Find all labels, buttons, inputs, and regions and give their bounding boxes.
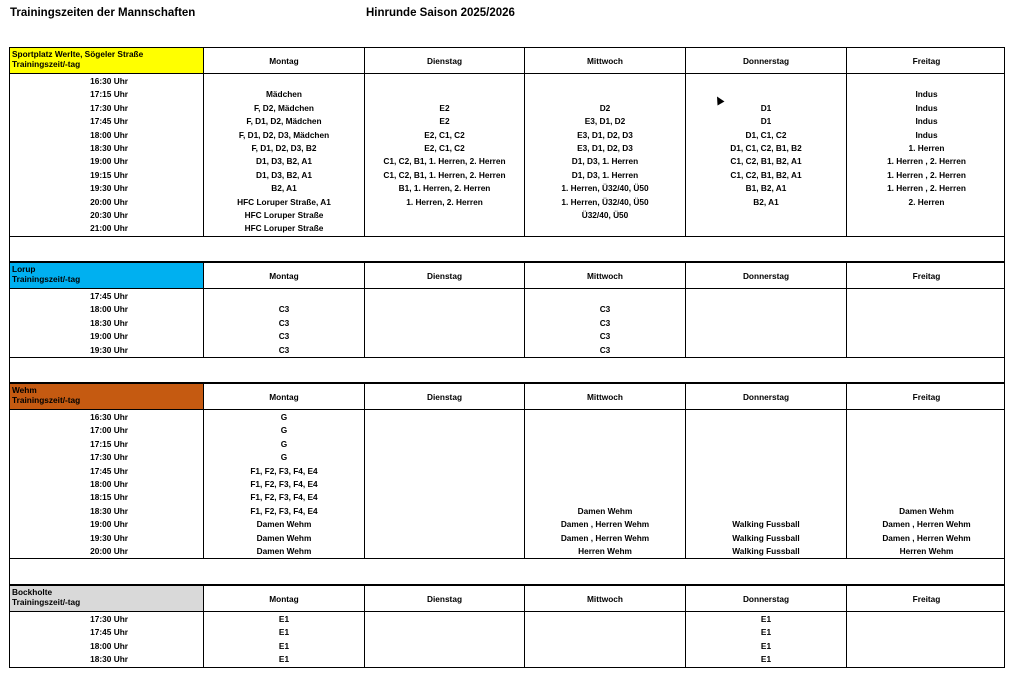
team-cell <box>525 653 685 666</box>
time-cell: 19:30 Uhr <box>90 183 128 194</box>
team-cell: Damen , Herren Wehm <box>560 532 650 543</box>
day-header-montag: Montag <box>204 263 365 288</box>
training-time-label: Trainingszeit/-tag <box>12 597 81 607</box>
team-cell: D1, C1, C2, B1, B2 <box>730 142 802 153</box>
team-cell <box>365 317 524 330</box>
section-header-row <box>9 383 1005 410</box>
team-cell <box>847 411 1006 424</box>
day-column-donnerstag <box>686 612 847 667</box>
day-header-donnerstag: Donnerstag <box>686 384 847 409</box>
team-cell: C3 <box>599 317 611 328</box>
team-cell: Damen , Herren Wehm <box>882 532 971 543</box>
team-cell: Herren Wehm <box>899 545 954 556</box>
time-cell: 19:30 Uhr <box>90 532 128 543</box>
team-cell: C1, C2, B1, B2, A1 <box>730 156 802 167</box>
team-cell: G <box>280 425 288 436</box>
team-cell <box>847 222 1006 235</box>
team-cell <box>525 626 685 639</box>
team-cell: 2. Herren <box>908 196 945 207</box>
venue-section <box>9 47 1005 237</box>
team-cell: E2 <box>439 102 450 113</box>
team-cell <box>365 424 524 437</box>
team-cell <box>525 613 685 626</box>
team-cell <box>204 75 364 88</box>
time-cell: 18:30 Uhr <box>90 317 128 328</box>
team-cell <box>847 290 1006 303</box>
team-cell: D1, D3, B2, A1 <box>256 169 312 180</box>
time-cell: 19:00 Uhr <box>90 156 128 167</box>
time-cell: 17:45 Uhr <box>90 627 128 638</box>
team-cell: F, D1, D2, Mädchen <box>246 116 322 127</box>
team-cell <box>525 424 685 437</box>
team-cell <box>686 222 846 235</box>
team-cell: C3 <box>599 304 611 315</box>
section-spacer <box>9 236 1005 262</box>
venue-name: Lorup <box>12 264 36 274</box>
team-cell: F1, F2, F3, F4, E4 <box>250 465 318 476</box>
day-header-freitag: Freitag <box>912 593 941 604</box>
team-cell: Walking Fussball <box>732 545 800 556</box>
training-time-label: Trainingszeit/-tag <box>12 274 81 284</box>
team-cell <box>847 451 1006 464</box>
team-cell <box>525 290 685 303</box>
team-cell <box>847 653 1006 666</box>
team-cell <box>686 505 846 518</box>
team-cell <box>686 75 846 88</box>
venue-section <box>9 585 1005 668</box>
venue-section <box>9 383 1005 559</box>
team-cell <box>686 303 846 316</box>
team-cell: HFC Loruper Straße <box>244 209 324 220</box>
team-cell: Damen , Herren Wehm <box>882 519 971 530</box>
team-cell <box>365 653 524 666</box>
venue-name: Sportplatz Werlte, Sögeler Straße <box>12 49 144 59</box>
team-cell: F, D2, Mädchen <box>254 102 314 113</box>
team-cell: B1, B2, A1 <box>745 183 787 194</box>
team-cell <box>686 424 846 437</box>
section-body <box>9 612 1005 668</box>
team-cell <box>686 317 846 330</box>
team-cell <box>365 545 524 558</box>
team-cell: Damen Wehm <box>577 505 633 516</box>
day-header-freitag: Freitag <box>912 270 941 281</box>
time-cell: 20:00 Uhr <box>90 196 128 207</box>
team-cell: D1, C1, C2 <box>745 129 787 140</box>
time-cell: 18:00 Uhr <box>90 478 128 489</box>
team-cell <box>686 88 846 101</box>
team-cell <box>525 491 685 504</box>
team-cell <box>365 518 524 531</box>
team-cell <box>365 209 524 222</box>
venue-label <box>10 48 204 73</box>
team-cell <box>525 640 685 653</box>
team-cell <box>847 640 1006 653</box>
team-cell <box>847 424 1006 437</box>
team-cell <box>365 411 524 424</box>
time-column <box>10 410 204 558</box>
team-cell <box>686 290 846 303</box>
team-cell: D1 <box>760 116 772 127</box>
team-cell <box>686 465 846 478</box>
team-cell <box>686 451 846 464</box>
team-cell <box>847 317 1006 330</box>
time-cell: 21:00 Uhr <box>90 223 128 234</box>
team-cell: Herren Wehm <box>578 545 632 556</box>
day-header-donnerstag: Donnerstag <box>686 48 847 73</box>
day-column-dienstag <box>365 289 525 357</box>
day-column-dienstag <box>365 612 525 667</box>
team-cell <box>686 478 846 491</box>
day-column-dienstag <box>365 74 525 236</box>
team-cell: Walking Fussball <box>732 532 800 543</box>
team-cell <box>847 478 1006 491</box>
team-cell: Ü32/40, Ü50 <box>581 209 629 220</box>
team-cell <box>365 465 524 478</box>
training-time-label: Trainingszeit/-tag <box>12 395 81 405</box>
team-cell <box>365 344 524 357</box>
team-cell: Indus <box>915 129 938 140</box>
day-column-freitag <box>847 74 1006 236</box>
time-cell: 17:30 Uhr <box>90 614 128 624</box>
team-cell: E1 <box>760 627 772 638</box>
time-cell: 17:45 Uhr <box>90 465 128 476</box>
time-cell: 19:00 Uhr <box>90 331 128 342</box>
team-cell <box>365 88 524 101</box>
team-cell: Damen Wehm <box>256 519 312 530</box>
day-column-donnerstag <box>686 74 847 236</box>
team-cell: F, D1, D2, D3, Mädchen <box>238 129 330 140</box>
team-cell: Damen Wehm <box>256 532 312 543</box>
team-cell: B2, A1 <box>753 196 779 207</box>
section-body <box>9 289 1005 358</box>
time-cell: 17:15 Uhr <box>90 438 128 449</box>
time-cell: 19:00 Uhr <box>90 519 128 530</box>
team-cell <box>686 209 846 222</box>
section-body <box>9 410 1005 559</box>
venue-label <box>10 384 204 409</box>
section-header-row <box>9 262 1005 289</box>
day-column-mittwoch <box>525 289 686 357</box>
team-cell <box>204 290 364 303</box>
day-header-mittwoch: Mittwoch <box>525 384 686 409</box>
day-column-montag <box>204 74 365 236</box>
team-cell <box>365 626 524 639</box>
team-cell <box>525 438 685 451</box>
day-column-montag <box>204 612 365 667</box>
team-cell <box>525 75 685 88</box>
time-cell: 18:00 Uhr <box>90 304 128 315</box>
team-cell: C3 <box>278 317 290 328</box>
time-cell: 17:00 Uhr <box>90 425 128 436</box>
team-cell <box>686 330 846 343</box>
training-time-label: Trainingszeit/-tag <box>12 59 81 69</box>
team-cell: D1, D3, 1. Herren <box>571 156 639 167</box>
team-cell: Indus <box>915 102 938 113</box>
team-cell: 1. Herren, Ü32/40, Ü50 <box>561 196 649 207</box>
team-cell: E2 <box>439 116 450 127</box>
time-cell: 18:00 Uhr <box>90 640 128 651</box>
day-header-dienstag: Dienstag <box>365 586 525 611</box>
team-cell: C3 <box>278 344 290 355</box>
day-column-montag <box>204 410 365 558</box>
day-header-dienstag: Dienstag <box>365 384 525 409</box>
time-cell: 16:30 Uhr <box>90 412 128 422</box>
venue-label <box>10 263 204 288</box>
team-cell: C3 <box>278 304 290 315</box>
time-cell: 17:45 Uhr <box>90 291 128 301</box>
team-cell: 1. Herren, Ü32/40, Ü50 <box>561 183 649 194</box>
team-cell: E2, C1, C2 <box>424 142 465 153</box>
team-cell <box>686 491 846 504</box>
time-cell: 17:30 Uhr <box>90 452 128 463</box>
team-cell <box>365 290 524 303</box>
team-cell <box>847 344 1006 357</box>
team-cell: C3 <box>599 331 611 342</box>
team-cell <box>686 438 846 451</box>
team-cell <box>686 344 846 357</box>
team-cell <box>365 640 524 653</box>
day-header-montag: Montag <box>204 384 365 409</box>
team-cell: Walking Fussball <box>732 519 800 530</box>
team-cell: E2, C1, C2 <box>424 129 465 140</box>
venue-label <box>10 586 204 611</box>
team-cell: D1 <box>760 102 772 113</box>
team-cell: C1, C2, B1, 1. Herren, 2. Herren <box>383 156 506 167</box>
day-header-freitag: Freitag <box>912 391 941 402</box>
day-column-mittwoch <box>525 74 686 236</box>
team-cell <box>686 411 846 424</box>
team-cell: E3, D1, D2, D3 <box>577 142 633 153</box>
team-cell: Mädchen <box>266 89 302 100</box>
team-cell <box>525 451 685 464</box>
day-header-freitag: Freitag <box>912 55 941 66</box>
team-cell: B1, 1. Herren, 2. Herren <box>398 183 491 194</box>
time-cell: 18:30 Uhr <box>90 142 128 153</box>
team-cell: 1. Herren , 2. Herren <box>887 183 966 194</box>
time-cell: 16:30 Uhr <box>90 76 128 86</box>
day-column-freitag <box>847 289 1006 357</box>
time-cell: 18:00 Uhr <box>90 129 128 140</box>
team-cell: E1 <box>760 654 772 665</box>
section-spacer <box>9 357 1005 383</box>
team-cell: D2 <box>599 102 611 113</box>
team-cell: HFC Loruper Straße, A1 <box>237 196 331 207</box>
time-column <box>10 74 204 236</box>
day-header-dienstag: Dienstag <box>365 263 525 288</box>
team-cell: Damen Wehm <box>899 505 954 516</box>
page-title: Trainingszeiten der Mannschaften <box>10 7 196 19</box>
day-column-donnerstag <box>686 289 847 357</box>
season-title: Hinrunde Saison 2025/2026 <box>366 7 515 19</box>
team-cell: F1, F2, F3, F4, E4 <box>250 492 318 503</box>
team-cell <box>365 222 524 235</box>
team-cell <box>525 411 685 424</box>
time-cell: 17:30 Uhr <box>90 102 128 113</box>
venue-name: Bockholte <box>12 587 53 597</box>
time-cell: 17:15 Uhr <box>90 89 128 100</box>
time-column <box>10 612 204 667</box>
time-cell: 20:30 Uhr <box>90 209 128 220</box>
team-cell: G <box>280 438 288 449</box>
team-cell: C1, C2, B1, B2, A1 <box>730 169 802 180</box>
team-cell <box>365 505 524 518</box>
team-cell: 1. Herren <box>908 142 945 153</box>
section-body <box>9 74 1005 237</box>
team-cell <box>365 478 524 491</box>
team-cell <box>847 626 1006 639</box>
team-cell: E1 <box>278 654 290 665</box>
team-cell <box>365 451 524 464</box>
team-cell <box>847 75 1006 88</box>
day-column-mittwoch <box>525 612 686 667</box>
team-cell: E1 <box>278 614 290 624</box>
team-cell <box>847 209 1006 222</box>
team-cell <box>365 532 524 545</box>
team-cell: Damen Wehm <box>256 545 312 556</box>
day-column-mittwoch <box>525 410 686 558</box>
team-cell: D1, D3, 1. Herren <box>571 169 639 180</box>
team-cell: F, D1, D2, D3, B2 <box>251 142 317 153</box>
time-cell: 19:30 Uhr <box>90 344 128 355</box>
team-cell: 1. Herren , 2. Herren <box>887 156 966 167</box>
team-cell: F1, F2, F3, F4, E4 <box>250 478 318 489</box>
team-cell: E1 <box>278 627 290 638</box>
team-cell <box>847 330 1006 343</box>
day-header-montag: Montag <box>204 48 365 73</box>
team-cell <box>847 465 1006 478</box>
team-cell <box>847 613 1006 626</box>
team-cell <box>847 491 1006 504</box>
team-cell: 1. Herren, 2. Herren <box>406 196 483 207</box>
team-cell: D1, D3, B2, A1 <box>256 156 312 167</box>
day-header-montag: Montag <box>204 586 365 611</box>
time-column <box>10 289 204 357</box>
section-header-row <box>9 47 1005 74</box>
team-cell: E1 <box>760 614 772 624</box>
time-cell: 17:45 Uhr <box>90 116 128 127</box>
time-cell: 20:00 Uhr <box>90 545 128 556</box>
team-cell <box>847 438 1006 451</box>
team-cell: E3, D1, D2, D3 <box>577 129 633 140</box>
day-header-mittwoch: Mittwoch <box>525 586 686 611</box>
day-header-donnerstag: Donnerstag <box>686 586 847 611</box>
day-column-freitag <box>847 410 1006 558</box>
time-cell: 18:15 Uhr <box>90 492 128 503</box>
day-header-donnerstag: Donnerstag <box>686 263 847 288</box>
team-cell: E1 <box>278 640 290 651</box>
day-column-freitag <box>847 612 1006 667</box>
team-cell: Indus <box>915 89 938 100</box>
team-cell: G <box>280 452 288 463</box>
team-cell: F1, F2, F3, F4, E4 <box>250 505 318 516</box>
team-cell: Damen , Herren Wehm <box>560 519 650 530</box>
time-cell: 18:30 Uhr <box>90 505 128 516</box>
team-cell <box>525 465 685 478</box>
venue-name: Wehm <box>12 385 37 395</box>
team-cell: E1 <box>760 640 772 651</box>
team-cell: 1. Herren , 2. Herren <box>887 169 966 180</box>
day-header-dienstag: Dienstag <box>365 48 525 73</box>
day-column-montag <box>204 289 365 357</box>
team-cell <box>365 330 524 343</box>
day-column-dienstag <box>365 410 525 558</box>
team-cell <box>365 438 524 451</box>
time-cell: 18:30 Uhr <box>90 654 128 665</box>
team-cell: C3 <box>278 331 290 342</box>
day-header-mittwoch: Mittwoch <box>525 263 686 288</box>
venue-section <box>9 262 1005 358</box>
team-cell: HFC Loruper Straße <box>244 223 324 234</box>
team-cell <box>847 303 1006 316</box>
team-cell <box>365 303 524 316</box>
team-cell: E3, D1, D2 <box>584 116 626 127</box>
time-cell: 19:15 Uhr <box>90 169 128 180</box>
team-cell <box>525 88 685 101</box>
team-cell: B2, A1 <box>271 183 297 194</box>
team-cell <box>365 75 524 88</box>
team-cell: Indus <box>915 116 938 127</box>
team-cell: C1, C2, B1, 1. Herren, 2. Herren <box>383 169 506 180</box>
team-cell: G <box>280 412 288 422</box>
day-header-mittwoch: Mittwoch <box>525 48 686 73</box>
day-column-donnerstag <box>686 410 847 558</box>
team-cell <box>525 222 685 235</box>
team-cell <box>365 491 524 504</box>
team-cell: C3 <box>599 344 611 355</box>
team-cell <box>525 478 685 491</box>
section-header-row <box>9 585 1005 612</box>
section-spacer <box>9 559 1005 585</box>
team-cell <box>365 613 524 626</box>
